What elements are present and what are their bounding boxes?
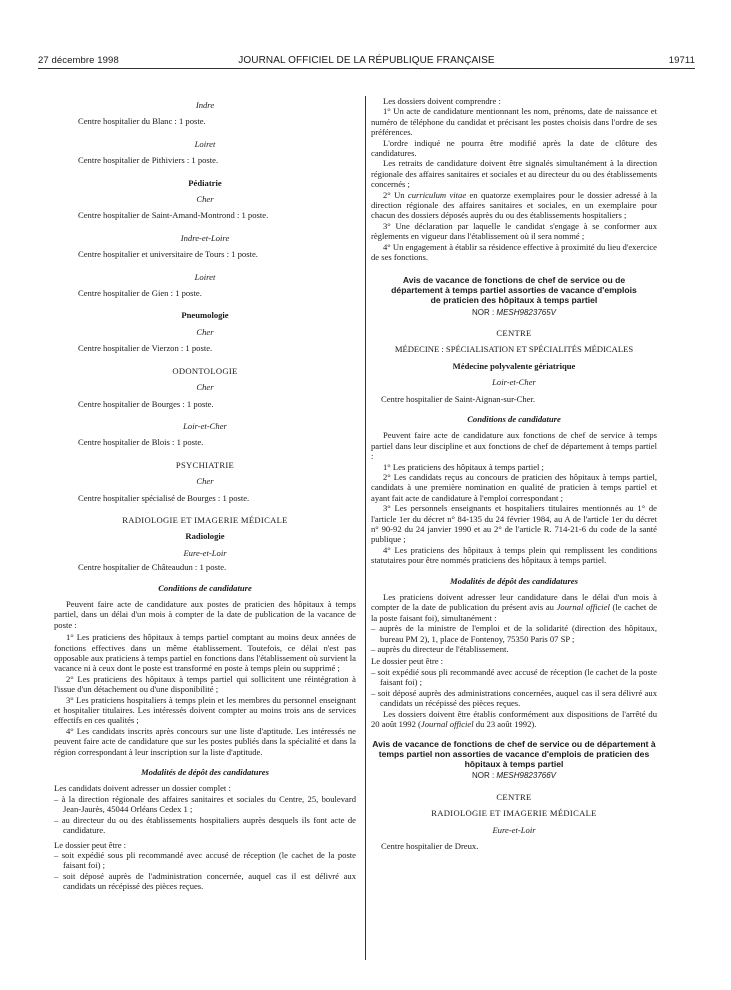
- modalites-prefix: Les praticiens doivent adresser leur candidature dans le délai d'un mois à compter de la date de publication du présent avis au: [371, 592, 657, 613]
- dossiers-intro: Les dossiers doivent comprendre :: [383, 96, 501, 106]
- dept-heading: Loir-et-Cher: [183, 420, 227, 431]
- section-heading-caps: PSYCHIATRIE: [175, 459, 235, 470]
- hospital-entry: Centre hospitalier de Bourges : 1 poste.: [78, 398, 214, 409]
- dossier-item: – soit déposé auprès de l'administration concernée, auquel cas il est délivré aux candidats un récépissé des pièces reçues.: [54, 870, 356, 892]
- avis1-condition-item: 2° Les candidats reçus au concours de praticien des hôpitaux à temps partiel, candidats à une première nomination en qualité de praticien à temps partiel et ayant fait acte de candidature à l'emploi correspondant ;: [371, 471, 657, 503]
- section-heading: Pneumologie: [181, 310, 229, 321]
- avis1-region: CENTRE: [496, 327, 532, 338]
- modalites-suffix: (le cachet de la poste faisant foi), simultanément :: [371, 602, 658, 623]
- modalites-intro: Les candidats doivent adresser un dossier complet :: [54, 783, 231, 794]
- avis1-dossier-item: – soit expédié sous pli recommandé avec accusé de réception (le cachet de la poste faisant foi) ;: [371, 666, 657, 688]
- hospital-entry: Centre hospitalier de Vierzon : 1 poste.: [78, 343, 213, 354]
- avis1-condition-item: 4° Les praticiens des hôpitaux à temps plein qui remplissent les conditions statutaires pour être nommés praticiens des hôpitaux à temps partiel.: [371, 544, 657, 566]
- left-column: [54, 100, 356, 892]
- modalites-title: Modalités de dépôt des candidatures: [141, 767, 269, 778]
- condition-item: 1° Les praticiens des hôpitaux à temps partiel comptant au moins deux années de fonctions effectives dans un même établissement. Toutefois, ce délai n'est pas opposable aux praticiens à temps partiel en fonctions dans l'établissement où survient la vacance ni à ceux dont le poste est transformé en poste à temps plein ou supprimé ;: [54, 632, 356, 674]
- avis1-conditions-intro: Peuvent faire acte de candidature aux fonctions de chef de service à temps partiel dans leur discipline et aux fonctions de chef de département à temps partiel :: [371, 430, 657, 462]
- dossier-intro: Le dossier peut être :: [54, 839, 127, 850]
- dept-heading: Cher: [196, 326, 214, 337]
- dept-heading: Cher: [196, 382, 214, 393]
- dept-heading: Indre-et-Loire: [180, 232, 230, 243]
- dossiers-item: 1° Un acte de candidature mentionnant les nom, prénoms, date de naissance et numéro de téléphone du candidat et précisant les postes choisis dans l'ordre de ses préférences.: [371, 106, 657, 138]
- modalites-item: – à la direction régionale des affaires sanitaires et sociales du Centre, 25, boulevard Jean-Jaurès, 45044 Orléans Cedex 1 ;: [54, 793, 356, 815]
- header-journal-title: JOURNAL OFFICIEL DE LA RÉPUBLIQUE FRANÇAISE: [238, 55, 495, 66]
- avis1-modalites-intro: [371, 592, 657, 623]
- avis2-nor: [371, 771, 657, 781]
- dept-heading: Loiret: [194, 271, 216, 282]
- hospital-entry: Centre hospitalier spécialisé de Bourges : 1 poste.: [78, 492, 250, 503]
- modalites-item: – au directeur du ou des établissements hospitaliers auprès desquels ils font acte de candidature.: [54, 814, 356, 836]
- avis2-dept: Eure-et-Loir: [492, 824, 536, 835]
- radiologie-heading: RADIOLOGIE ET IMAGERIE MÉDICALE: [122, 514, 288, 525]
- condition-item: 2° Les praticiens des hôpitaux à temps partiel qui sollicitent une réintégration à l'issue d'un détachement ou d'une disponibilité ;: [54, 673, 356, 695]
- dept-heading: Eure-et-Loir: [183, 547, 227, 558]
- avis1-modalites-item: – auprès du directeur de l'établissement.: [371, 644, 509, 655]
- dossier-item: – soit expédié sous pli recommandé avec accusé de réception (le cachet de la poste faisant foi) ;: [54, 849, 356, 871]
- dept-heading: Cher: [196, 194, 214, 205]
- avis1-condition-item: 1° Les praticiens des hôpitaux à temps partiel ;: [383, 461, 544, 472]
- avis2-specialty: RADIOLOGIE ET IMAGERIE MÉDICALE: [431, 808, 597, 819]
- final-jo: Journal officiel: [420, 718, 474, 729]
- hospital-entry: Centre hospitalier de Blois : 1 poste.: [78, 437, 204, 448]
- avis1-final-note: [371, 709, 657, 730]
- nor-code: MESH9823765V: [496, 307, 557, 317]
- avis2-title: Avis de vacance de fonctions de chef de service ou de département à temps partiel non assorties de vacance d'emplois de praticien des hôpitaux à temps partiel: [372, 739, 656, 770]
- final-suffix: du 23 août 1992).: [473, 718, 537, 729]
- conditions-title: Conditions de candidature: [158, 582, 252, 593]
- item2-cv: curriculum vitae: [407, 189, 467, 200]
- avis1-nor: [371, 308, 657, 318]
- column-divider: [365, 96, 366, 960]
- retraits-note: Les retraits de candidature doivent être signalés simultanément à la direction régionale des affaires sanitaires et sociales et au directeur du ou des établissements concernés ;: [371, 158, 657, 190]
- nor-label: NOR :: [471, 771, 497, 781]
- hospital-entry: Centre hospitalier de Châteaudun : 1 poste.: [78, 562, 227, 573]
- avis2-region: CENTRE: [496, 791, 532, 802]
- section-heading: Pédiatrie: [188, 177, 222, 188]
- dept-heading: Cher: [196, 476, 214, 487]
- section-heading-caps: ODONTOLOGIE: [172, 365, 238, 376]
- header-date: 27 décembre 1998: [38, 55, 119, 66]
- avis1-modalites-item: – auprès de la ministre de l'emploi et de la solidarité (direction des hôpitaux, bureau PM 2), 1, place de Fontenoy, 75350 Paris 07 SP ;: [371, 623, 657, 644]
- modalites-jo: Journal officiel: [556, 602, 610, 613]
- avis1-conditions-title: Conditions de candidature: [467, 413, 561, 424]
- right-column: [371, 96, 657, 851]
- conditions-intro: Peuvent faire acte de candidature aux postes de praticien des hôpitaux à temps partiel, dans un délai d'un mois à compter de la date de publication de la vacance de poste :: [54, 598, 356, 630]
- avis1-subheading: Médecine polyvalente gériatrique: [452, 360, 576, 371]
- hospital-entry: Centre hospitalier de Pithiviers : 1 poste.: [78, 155, 219, 166]
- nor-label: NOR :: [471, 307, 497, 317]
- avis1-hospital: Centre hospitalier de Saint-Aignan-sur-Cher.: [381, 393, 535, 404]
- hospital-entry: Centre hospitalier du Blanc : 1 poste.: [78, 116, 206, 127]
- condition-item: 4° Les candidats inscrits après concours sur une liste d'aptitude. Les intéressés ne peuvent faire acte de candidature que sur les postes publiés dans la spécialité et dans la région correspondant à leur inscription sur la liste d'aptitude.: [54, 725, 356, 757]
- avis1-specialty: MÉDECINE : SPÉCIALISATION ET SPÉCIALITÉS MÉDICALES: [394, 344, 634, 355]
- item2-suffix: en quatorze exemplaires pour le dossier adressé à la direction régionale des affaires sanitaires et sociales, en un exemplaire pour chacun des dossiers déposés auprès du ou des établissements hospitaliers ;: [371, 189, 657, 221]
- avis1-dept: Loir-et-Cher: [492, 377, 536, 388]
- avis1-dossier-intro: Le dossier peut être :: [371, 656, 444, 667]
- final-prefix: Les dossiers doivent être établis conformément aux dispositions de l'arrêté du 20 août 1992 (: [371, 708, 657, 729]
- avis1-condition-item: 3° Les personnels enseignants et hospitaliers titulaires mentionnés au 1° de l'article 1er du décret n° 84-135 du 24 février 1984, au A de l'article 1er du décret n° 90-92 du 24 janvier 1990 et au 2° de l'article R. 714-21-6 du code de la santé publique ;: [371, 503, 657, 545]
- radiologie-subheading: Radiologie: [185, 531, 225, 542]
- dept-heading: Indre: [195, 100, 215, 110]
- condition-item: 3° Les praticiens hospitaliers à temps plein et les membres du personnel enseignant et hospitalier titulaires. Les intéressés doivent compter au moins trois ans de services effectifs en ces qualités ;: [54, 694, 356, 726]
- avis1-dossier-item: – soit déposé auprès des administrations concernées, auquel cas il sera délivré aux candidats un récépissé des pièces reçues.: [371, 687, 657, 709]
- header-page-number: 19711: [668, 55, 695, 66]
- header-rule: [38, 68, 695, 69]
- hospital-entry: Centre hospitalier de Gien : 1 poste.: [78, 288, 202, 299]
- dossiers-item: [371, 190, 657, 221]
- dossiers-item: 4° Un engagement à établir sa résidence effective à proximité du lieu d'exercice de ses fonctions.: [371, 241, 657, 263]
- item2-prefix: 2° Un: [383, 189, 408, 200]
- nor-code: MESH9823766V: [496, 771, 557, 781]
- avis1-title: Avis de vacance de fonctions de chef de service ou de département à temps partiel assorties de vacance d'emplois de praticien des hôpitaux à temps partiel: [391, 274, 637, 305]
- avis2-hospital: Centre hospitalier de Dreux.: [381, 840, 479, 851]
- dossiers-item: 3° Une déclaration par laquelle le candidat s'engage à se conformer aux règlements en vigueur dans l'établissement où il sera nommé ;: [371, 220, 657, 242]
- avis1-modalites-title: Modalités de dépôt des candidatures: [450, 575, 578, 586]
- hospital-entry: Centre hospitalier de Saint-Amand-Montrond : 1 poste.: [78, 210, 269, 221]
- dept-heading: Loiret: [194, 138, 216, 149]
- ordre-note: L'ordre indiqué ne pourra être modifié après la date de clôture des candidatures.: [371, 137, 657, 159]
- hospital-entry: Centre hospitalier et universitaire de Tours : 1 poste.: [78, 249, 258, 260]
